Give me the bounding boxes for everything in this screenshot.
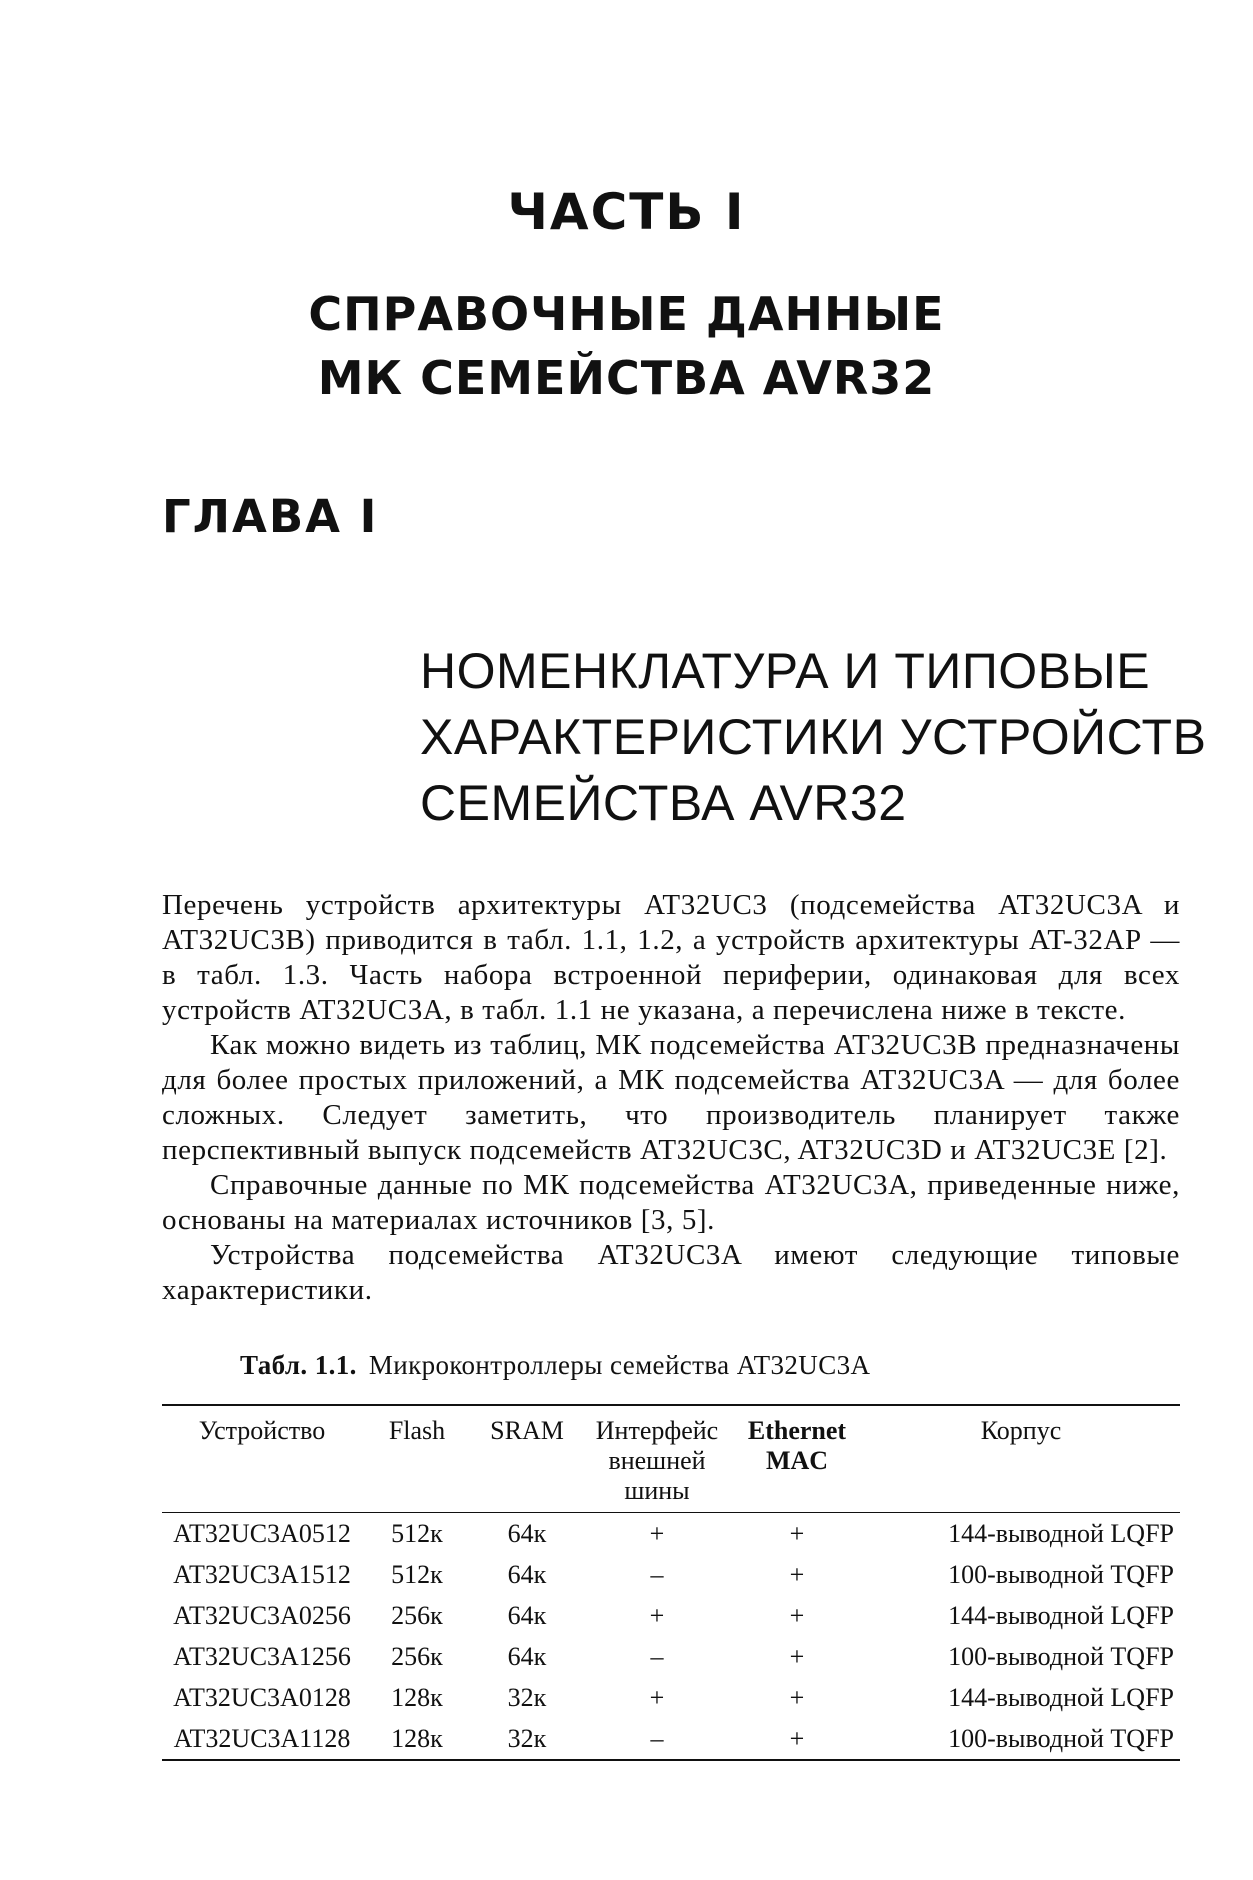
header-device: Устройство xyxy=(162,1405,362,1513)
cell-bus: – xyxy=(582,1718,732,1760)
cell-flash: 512к xyxy=(391,1519,443,1548)
cell-sram: 64к xyxy=(507,1642,547,1671)
cell-eth: + xyxy=(789,1601,805,1630)
cell-flash: 256к xyxy=(391,1642,443,1671)
cell-bus: – xyxy=(650,1560,664,1589)
table-caption-label: Табл. 1.1. xyxy=(240,1350,357,1380)
paragraph-4: Устройства подсемейства AT32UC3A имеют следующие типовые характеристики. xyxy=(162,1239,1180,1306)
cell-eth: + xyxy=(732,1718,862,1760)
devices-table xyxy=(162,1404,1180,1761)
cell-bus: + xyxy=(649,1519,665,1548)
chapter-title-line2: ХАРАКТЕРИСТИКИ УСТРОЙСТВ xyxy=(420,709,1207,765)
cell-device: AT32UC3A0512 xyxy=(173,1519,351,1548)
cell-bus: + xyxy=(649,1683,665,1712)
header-eth-line1: Ethernet xyxy=(747,1416,847,1445)
header-bus-line1: Интерфейс xyxy=(595,1416,719,1445)
paragraph-2: Как можно видеть из таблиц, МК подсемейства AT32UC3B предназначены для более простых приложений, а МК подсемейства AT32UC3A — для более сложных. Следует заметить, что производитель планирует также перспективный выпуск подсемейств AT32UC3C, AT32UC3D и AT32UC3E [2]. xyxy=(162,1029,1180,1166)
cell-package: 100-выводной TQFP xyxy=(948,1560,1174,1589)
cell-package: 100-выводной TQFP xyxy=(948,1642,1174,1671)
cell-package: 144-выводной LQFP xyxy=(948,1683,1174,1712)
header-bus xyxy=(582,1405,732,1513)
header-sram: SRAM xyxy=(472,1405,582,1513)
cell-flash: 256к xyxy=(391,1601,443,1630)
cell-bus: + xyxy=(649,1601,665,1630)
table-row xyxy=(162,1554,1180,1595)
cell-device: AT32UC3A1256 xyxy=(173,1642,351,1671)
header-package: Корпус xyxy=(862,1405,1180,1513)
chapter-title-line3: СЕМЕЙСТВА AVR32 xyxy=(420,775,907,831)
chapter-title xyxy=(420,638,1206,836)
body-text xyxy=(162,888,1180,1308)
cell-package: 100-выводной TQFP xyxy=(862,1718,1180,1760)
cell-device: AT32UC3A1128 xyxy=(162,1718,362,1760)
cell-flash: 128к xyxy=(391,1683,443,1712)
part-subtitle-line2: МК СЕМЕЙСТВА AVR32 xyxy=(317,351,936,405)
chapter-label: ГЛАВА I xyxy=(162,490,379,543)
table-row xyxy=(162,1718,1180,1760)
part-subtitle xyxy=(0,282,1253,410)
cell-eth: + xyxy=(789,1683,805,1712)
header-flash: Flash xyxy=(362,1405,472,1513)
paragraph-3: Справочные данные по МК подсемейства AT32UC3A, приведенные ниже, основаны на материалах источников [3, 5]. xyxy=(162,1169,1180,1236)
cell-sram: 64к xyxy=(507,1560,547,1589)
cell-flash: 128к xyxy=(362,1718,472,1760)
cell-bus: – xyxy=(650,1642,664,1671)
table-caption-text: Микроконтроллеры семейства AT32UC3A xyxy=(368,1350,871,1380)
table-row xyxy=(162,1677,1180,1718)
cell-eth: + xyxy=(789,1519,805,1548)
header-eth-line2: MAC xyxy=(765,1446,829,1475)
header-bus-line2: внешней xyxy=(608,1446,706,1475)
cell-device: AT32UC3A0128 xyxy=(173,1683,351,1712)
cell-flash: 512к xyxy=(391,1560,443,1589)
cell-package: 144-выводной LQFP xyxy=(948,1519,1174,1548)
cell-eth: + xyxy=(789,1560,805,1589)
part-title: ЧАСТЬ I xyxy=(507,183,746,241)
table-caption xyxy=(240,1350,870,1381)
header-bus-line3: шины xyxy=(624,1476,690,1505)
table-row xyxy=(162,1595,1180,1636)
cell-sram: 32к xyxy=(507,1683,547,1712)
cell-sram: 32к xyxy=(472,1718,582,1760)
cell-device: AT32UC3A1512 xyxy=(173,1560,351,1589)
header-ethernet xyxy=(732,1405,862,1513)
table-row xyxy=(162,1513,1180,1555)
part-subtitle-line1: СПРАВОЧНЫЕ ДАННЫЕ xyxy=(308,287,945,341)
cell-sram: 64к xyxy=(507,1601,547,1630)
cell-sram: 64к xyxy=(507,1519,547,1548)
chapter-title-line1: НОМЕНКЛАТУРА И ТИПОВЫЕ xyxy=(420,643,1151,699)
table-row xyxy=(162,1636,1180,1677)
cell-package: 144-выводной LQFP xyxy=(948,1601,1174,1630)
cell-eth: + xyxy=(789,1642,805,1671)
cell-device: AT32UC3A0256 xyxy=(173,1601,351,1630)
table-header-row xyxy=(162,1405,1180,1513)
paragraph-1: Перечень устройств архитектуры AT32UC3 (подсемейства AT32UC3A и AT32UC3B) приводится в табл. 1.1, 1.2, а устройств архитектуры AT-32AP — в табл. 1.3. Часть набора встроенной периферии, одинаковая для всех устройств AT32UC3A, в табл. 1.1 не указана, а перечислена ниже в тексте. xyxy=(162,889,1180,1026)
